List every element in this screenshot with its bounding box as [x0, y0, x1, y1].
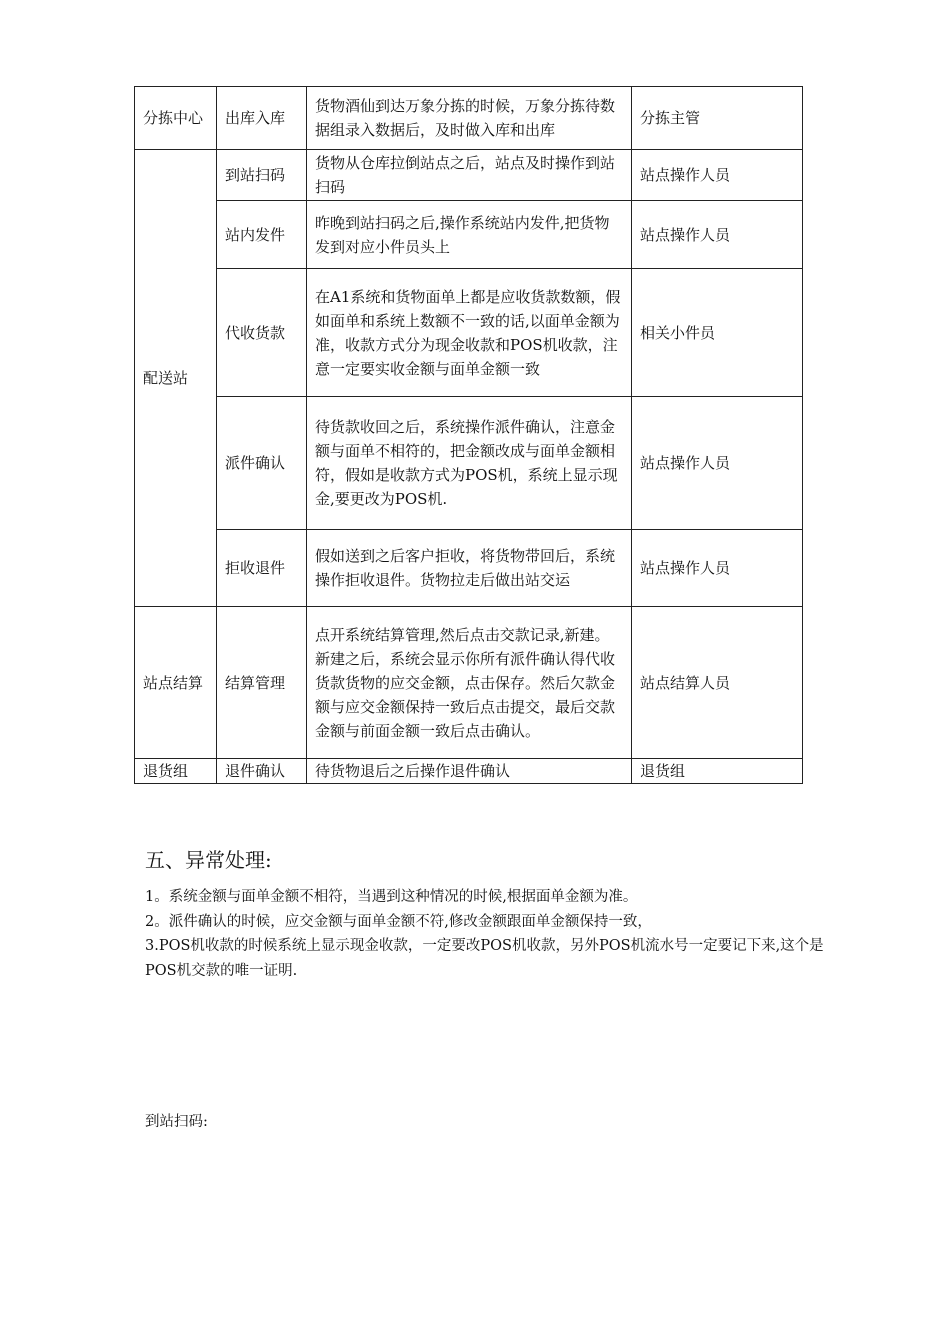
dept-cell: 配送站 [135, 150, 217, 607]
dept-cell: 分拣中心 [135, 87, 217, 150]
role-cell: 站点操作人员 [632, 201, 803, 269]
desc-cell: 货物从仓库拉倒站点之后，站点及时操作到站扫码 [307, 150, 632, 201]
exception-item-2: 2。派件确认的时候，应交金额与面单金额不符,修改金额跟面单金额保持一致， [145, 914, 652, 930]
table-row [135, 269, 803, 397]
table-row [135, 607, 803, 759]
dept-cell: 退货组 [135, 759, 217, 784]
role-cell: 退货组 [632, 759, 803, 784]
step-cell: 到站扫码 [217, 150, 307, 201]
step-cell: 代收货款 [217, 269, 307, 397]
step-cell: 结算管理 [217, 607, 307, 759]
desc-cell: 昨晚到站扫码之后,操作系统站内发件,把货物发到对应小件员头上 [307, 201, 632, 269]
table-row [135, 759, 803, 784]
role-cell: 站点操作人员 [632, 150, 803, 201]
step-cell: 拒收退件 [217, 530, 307, 607]
table-row [135, 397, 803, 530]
exception-item-1: 1。系统金额与面单金额不相符，当遇到这种情况的时候,根据面单金额为准。 [145, 889, 638, 905]
desc-cell: 待货物退后之后操作退件确认 [307, 759, 632, 784]
step-cell: 出库入库 [217, 87, 307, 150]
desc-cell: 在A1系统和货物面单上都是应收货款数额，假如面单和系统上数额不一致的话,以面单金额为准，收款方式分为现金收款和POS机收款，注意一定要实收金额与面单金额一致 [307, 269, 632, 397]
step-cell: 站内发件 [217, 201, 307, 269]
desc-cell: 点开系统结算管理,然后点击交款记录,新建。新建之后，系统会显示你所有派件确认得代收货款货物的应交金额，点击保存。然后欠款金额与应交金额保持一致后点击提交，最后交款金额与前面金额一致后点击确认。 [307, 607, 632, 759]
desc-cell: 假如送到之后客户拒收，将货物带回后，系统操作拒收退件。货物拉走后做出站交运 [307, 530, 632, 607]
process-table [134, 86, 803, 784]
role-cell: 站点操作人员 [632, 530, 803, 607]
role-cell: 分拣主管 [632, 87, 803, 150]
exception-item-3: 3.POS机收款的时候系统上显示现金收款，一定要改POS机收款，另外POS机流水号一定要记下来,这个是POS机交款的唯一证明. [145, 938, 824, 979]
desc-cell: 待货款收回之后，系统操作派件确认，注意金额与面单不相符的，把金额改成与面单金额相符，假如是收款方式为POS机，系统上显示现金,要更改为POS机. [307, 397, 632, 530]
role-cell: 站点操作人员 [632, 397, 803, 530]
table-row [135, 201, 803, 269]
section-title: 五、异常处理: [145, 848, 272, 872]
dept-cell: 站点结算 [135, 607, 217, 759]
caption: 到站扫码: [145, 1114, 208, 1130]
step-cell: 退件确认 [217, 759, 307, 784]
table-row [135, 150, 803, 201]
role-cell: 相关小件员 [632, 269, 803, 397]
table-row [135, 530, 803, 607]
table-row [135, 87, 803, 150]
desc-cell: 货物酒仙到达万象分拣的时候，万象分拣待数据组录入数据后，及时做入库和出库 [307, 87, 632, 150]
role-cell: 站点结算人员 [632, 607, 803, 759]
step-cell: 派件确认 [217, 397, 307, 530]
